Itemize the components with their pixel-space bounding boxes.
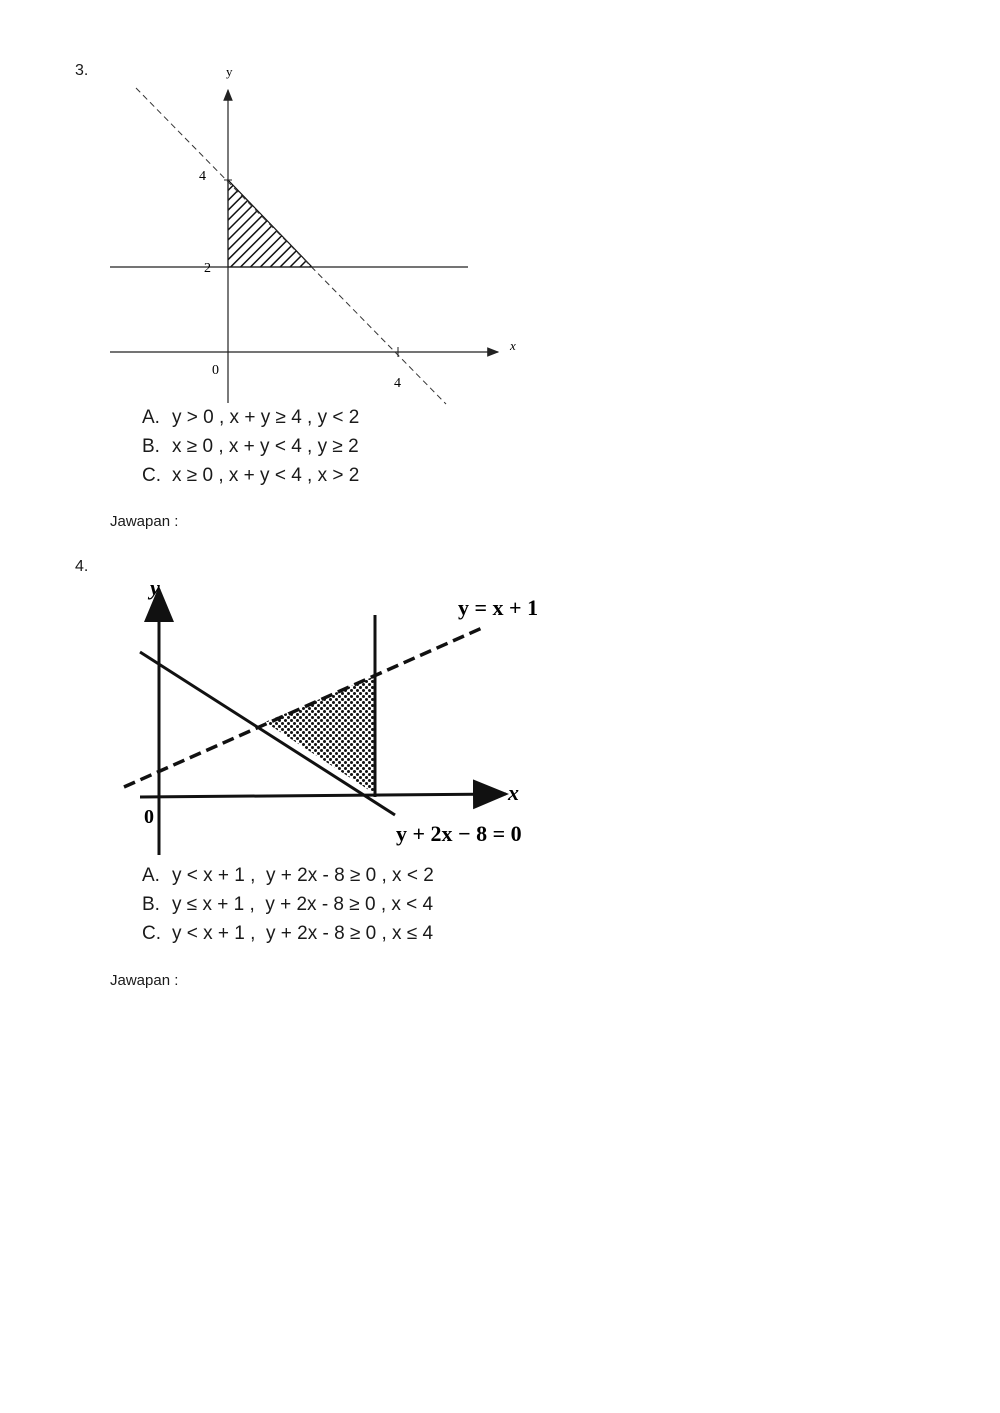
q3-label-tick-y-2: 2	[204, 261, 211, 276]
question-3-graph	[100, 60, 520, 410]
question-4-answer-label: Jawapan :	[110, 972, 179, 989]
question-4-options	[142, 861, 434, 948]
q3-option-a[interactable]: A. y > 0 , x + y ≥ 4 , y < 2	[142, 407, 360, 428]
q3-label-y: y	[226, 64, 233, 79]
q4-label-line-y-plus-2x-minus-8: y + 2x − 8 = 0	[396, 821, 522, 846]
q3-label-origin: 0	[212, 363, 219, 378]
q4-option-a[interactable]: A. y < x + 1 , y + 2x - 8 ≥ 0 , x < 2	[142, 865, 434, 886]
question-4-graph	[110, 575, 570, 860]
q3-option-b[interactable]: B. x ≥ 0 , x + y < 4 , y ≥ 2	[142, 436, 359, 457]
q3-dashed-line-x-plus-y-4	[136, 88, 446, 404]
q4-label-line-y-x-plus-1: y = x + 1	[458, 595, 539, 620]
q3-label-x: x	[510, 338, 516, 353]
question-3-options	[142, 403, 359, 490]
question-3-number: 3.	[75, 62, 89, 79]
q4-label-origin: 0	[144, 806, 154, 828]
q4-x-axis	[140, 794, 506, 797]
q3-label-tick-x-4: 4	[394, 376, 401, 391]
q4-option-c[interactable]: C. y < x + 1 , y + 2x - 8 ≥ 0 , x ≤ 4	[142, 923, 434, 944]
q3-label-tick-y-4: 4	[199, 169, 206, 184]
q4-option-b[interactable]: B. y ≤ x + 1 , y + 2x - 8 ≥ 0 , x < 4	[142, 894, 434, 915]
q4-label-x: x	[508, 780, 519, 805]
q3-option-c[interactable]: C. x ≥ 0 , x + y < 4 , x > 2	[142, 465, 360, 486]
q4-shaded-region	[265, 676, 375, 794]
q4-label-y: y	[150, 575, 160, 600]
question-3-answer-label: Jawapan :	[110, 513, 179, 530]
question-4-number: 4.	[75, 558, 89, 575]
